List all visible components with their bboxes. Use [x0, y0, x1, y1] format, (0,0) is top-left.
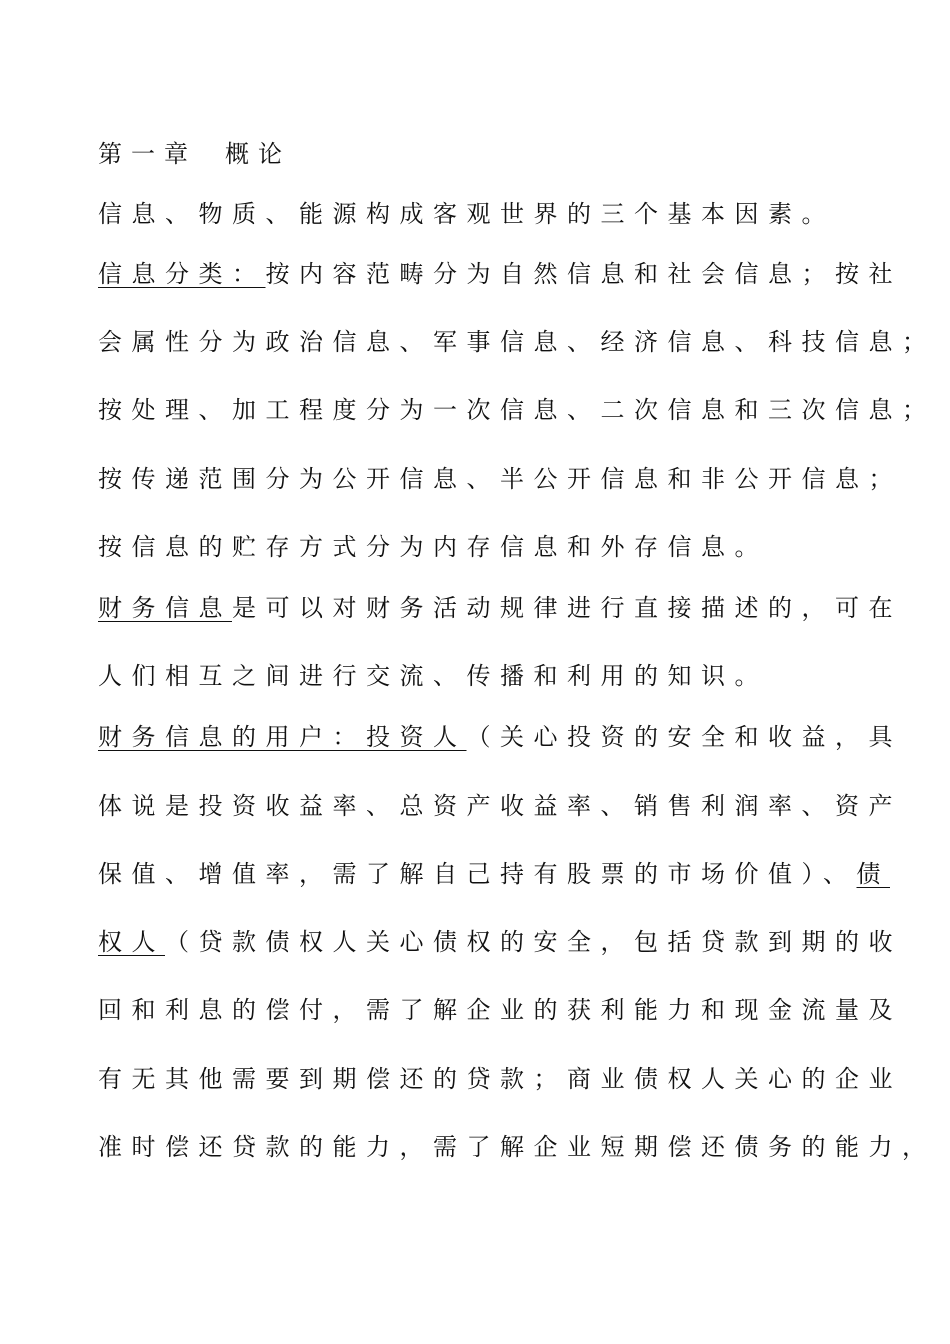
chapter-number: 第一章 — [98, 140, 197, 168]
paragraph-line — [98, 464, 902, 494]
text-segment: 保值、增值率，需了解自己持有股票的市场价值）、 — [98, 860, 857, 888]
text-segment: （贷款债权人关心债权的安全，包括贷款到期的收 — [165, 928, 902, 956]
paragraph-line — [98, 199, 835, 229]
chapter-heading — [98, 139, 291, 169]
paragraph-line — [98, 395, 936, 425]
text-segment: 回和利息的偿付，需了解企业的获利能力和现金流量及 — [98, 996, 902, 1024]
paragraph-line — [98, 593, 902, 623]
text-segment: 信息、物质、能源构成客观世界的三个基本因素。 — [98, 200, 835, 228]
text-segment: 按传递范围分为公开信息、半公开信息和非公开信息； — [98, 465, 902, 493]
text-segment: 按信息的贮存方式分为内存信息和外存信息。 — [98, 533, 768, 561]
paragraph-line — [98, 327, 936, 357]
paragraph-line — [98, 722, 902, 752]
underlined-term: 财务信息 — [98, 594, 232, 622]
underlined-term: 权人 — [98, 928, 165, 956]
text-segment: （关心投资的安全和收益，具 — [466, 723, 902, 751]
text-segment: 会属性分为政治信息、军事信息、经济信息、科技信息； — [98, 328, 936, 356]
underlined-term: 债 — [856, 860, 890, 888]
text-segment: 按处理、加工程度分为一次信息、二次信息和三次信息； — [98, 396, 936, 424]
paragraph-line — [98, 791, 902, 821]
text-segment: 有无其他需要到期偿还的贷款；商业债权人关心的企业 — [98, 1065, 902, 1093]
paragraph-line — [98, 995, 902, 1025]
text-segment: 是可以对财务活动规律进行直接描述的，可在 — [232, 594, 902, 622]
paragraph-line — [98, 1132, 936, 1162]
text-segment: 体说是投资收益率、总资产收益率、销售利润率、资产 — [98, 792, 902, 820]
paragraph-line — [98, 532, 768, 562]
paragraph-line — [98, 927, 902, 957]
paragraph-line — [98, 259, 902, 289]
underlined-term: 财务信息的用户：投资人 — [98, 723, 467, 751]
underlined-term: 信息分类： — [98, 260, 266, 288]
text-segment: 准时偿还贷款的能力，需了解企业短期偿还债务的能力， — [98, 1133, 936, 1161]
text-segment: 按内容范畴分为自然信息和社会信息；按社 — [265, 260, 902, 288]
chapter-title: 概论 — [225, 140, 291, 168]
paragraph-line — [98, 661, 768, 691]
paragraph-line — [98, 1064, 902, 1094]
paragraph-line — [98, 859, 890, 889]
text-segment: 人们相互之间进行交流、传播和利用的知识。 — [98, 662, 768, 690]
